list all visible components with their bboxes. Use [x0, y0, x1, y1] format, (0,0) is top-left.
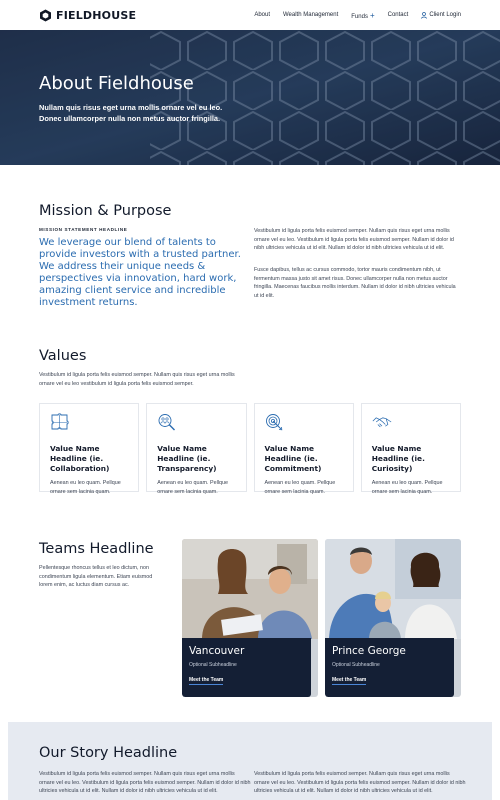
user-icon: [421, 12, 427, 19]
nav-wealth-management[interactable]: Wealth Management: [283, 12, 339, 18]
hero-subtitle: Nullam quis risus eget urna mollis ornare vel eu leo. Donec ullamcorper nulla non metus auctor fringilla.: [39, 103, 223, 123]
logo[interactable]: [39, 9, 136, 22]
story-paragraph-2: Vestibulum id ligula porta felis euismod semper. Nullam quis risus eget urna mollis ornare vel eu leo. Vestibulum id ligula porta felis euismod semper. Nullam id dolor id nibh ultricies vehicula ut id elit. Nullam id dolor id nibh ultricies vehicula ut id elit.: [254, 771, 466, 795]
team-name: Prince George: [332, 645, 406, 657]
puzzle-icon: [50, 413, 70, 431]
values-intro: Vestibulum id ligula porta felis euismod semper. Nullam quis risus eget urna mollis ornare vel eu leo vestibulum id ligula porta felis euismod semper.: [39, 372, 235, 387]
magnifier-people-icon: [157, 413, 177, 431]
value-card-title: Value Name Headline (ie. Commitment): [264, 444, 322, 473]
plus-icon: +: [369, 10, 375, 20]
logo-text: FIELDHOUSE: [56, 8, 137, 22]
team-card-prince-george[interactable]: [325, 539, 461, 697]
teams-description: Pellentesque rhoncus tellus et leo dictum, non condimentum ligula elementum. Etiam euismod lorem enim, ac luctus diam cursus ac.: [39, 565, 153, 589]
top-nav: [0, 0, 500, 30]
story-paragraph-1: Vestibulum id ligula porta felis euismod semper. Nullam quis risus eget urna mollis ornare vel eu leo. Vestibulum id ligula porta felis euismod semper. Nullam id dolor id nibh ultricies vehicula ut id elit. Nullam id dolor id nibh ultricies vehicula ut id elit.: [39, 771, 251, 795]
team-subheadline: Optional Subheadline: [189, 662, 237, 668]
value-card-title: Value Name Headline (ie. Transparency): [157, 444, 217, 473]
nav-funds-label: Funds: [351, 13, 368, 20]
value-card-title: Value Name Headline (ie. Collaboration): [50, 444, 110, 473]
nav-about[interactable]: About: [254, 12, 270, 18]
nav-contact[interactable]: Contact: [387, 12, 409, 18]
nav-client-login-label: Client Login: [429, 12, 461, 18]
story-heading: Our Story Headline: [39, 745, 178, 761]
value-card-body: Aenean eu leo quam. Pellque ornare sem lacinia quam.: [371, 480, 443, 495]
story-section: [8, 722, 492, 800]
meet-the-team-link[interactable]: Meet the Team: [332, 677, 367, 683]
team-subheadline: Optional Subheadline: [332, 662, 380, 668]
team-photo: [182, 539, 318, 639]
team-info-panel: [325, 638, 454, 697]
team-name: Vancouver: [189, 645, 245, 657]
team-photo: [325, 539, 461, 639]
nav-client-login[interactable]: [421, 12, 461, 19]
team-card-vancouver[interactable]: [182, 539, 318, 697]
value-card-body: Aenean eu leo quam. Pellque ornare sem lacinia quam.: [50, 480, 121, 495]
values-cards: [39, 403, 461, 495]
mission-heading: Mission & Purpose: [39, 203, 172, 219]
logo-icon: [39, 9, 52, 22]
nav-links: [254, 11, 461, 20]
teams-heading: Teams Headline: [39, 541, 154, 557]
value-card: [254, 403, 354, 495]
mission-paragraph-2: Fusce dapibus, tellus ac cursus commodo, tortor mauris condimentum nibh, ut fermentum massa justo sit amet risus. Donec ullamcorper nulla non metus auctor fringilla. Maecenas faucibus mollis interdum. Nullam id dolor id nibh ultricies vehicula ut id elit.: [254, 267, 456, 299]
mission-label: MISSION STATEMENT HEADLINE: [39, 227, 128, 232]
meet-the-team-link[interactable]: Meet the Team: [189, 677, 224, 683]
mission-statement: We leverage our blend of talents to provide investors with a trusted partner. We address their unique needs & perspectives via innovation, hard work, amazing client service and incredible investment returns.: [39, 237, 241, 308]
handshake-icon: [372, 413, 392, 431]
hero-banner: [0, 30, 500, 165]
value-card-title: Value Name Headline (ie. Curiosity): [371, 444, 425, 473]
page-title: About Fieldhouse: [39, 73, 194, 94]
team-info-panel: [182, 638, 311, 697]
mission-paragraph-1: Vestibulum id ligula porta felis euismod semper. Nullam quis risus eget urna mollis ornare vel eu leo. Vestibulum id ligula porta felis euismod semper. Nullam id dolor id nibh ultricies vehicula ut id elit. Nullam id dolor id nibh ultricies vehicula ut id elit.: [254, 228, 454, 252]
value-card-body: Aenean eu leo quam. Pellque ornare sem lacinia quam.: [264, 480, 336, 495]
value-card: [39, 403, 139, 495]
value-card: [146, 403, 246, 495]
value-card: [361, 403, 461, 495]
nav-funds[interactable]: [351, 11, 374, 20]
values-heading: Values: [39, 348, 87, 364]
value-card-body: Aenean eu leo quam. Pellque ornare sem lacinia quam.: [157, 480, 228, 495]
target-icon: [265, 413, 285, 431]
hero-background-image: [0, 30, 500, 165]
